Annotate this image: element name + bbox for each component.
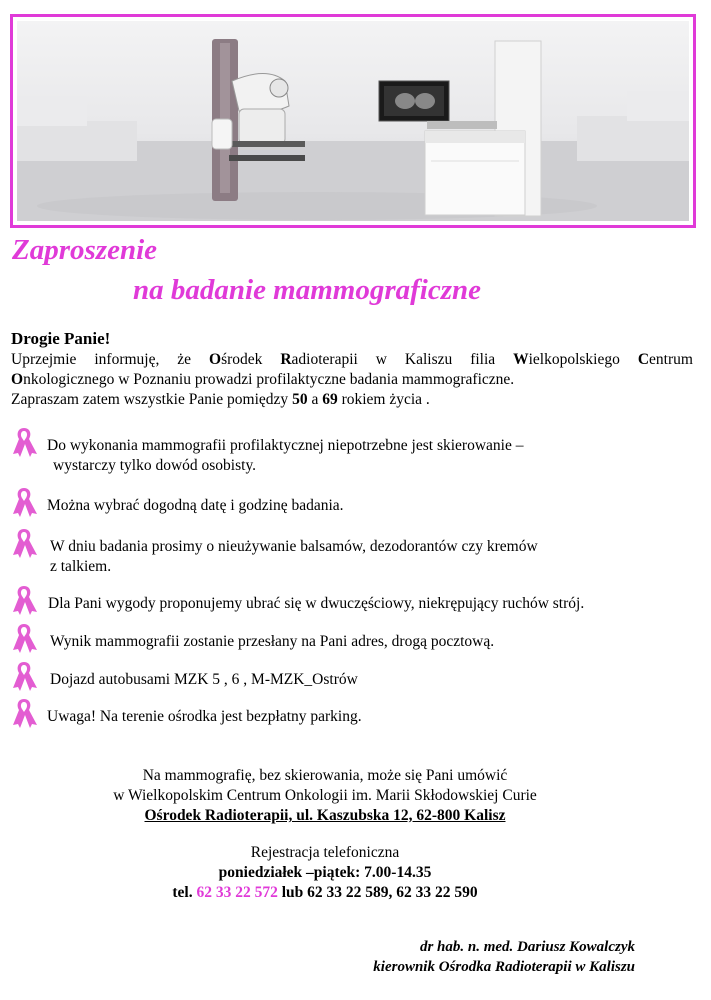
pink-ribbon-icon	[10, 697, 38, 729]
intro-line-2: Onkologicznego w Poznaniu prowadzi profilaktyczne badania mammograficzne.	[11, 371, 515, 388]
age-from: 50	[292, 391, 308, 408]
bold-c-word: Centrum	[637, 351, 693, 368]
pink-ribbon-icon	[10, 622, 38, 654]
bold-w-word: Wielkopolskiego	[513, 351, 620, 368]
appointment-info	[0, 766, 650, 826]
signature	[373, 937, 635, 977]
registration-info	[0, 843, 650, 903]
mammography-equipment-image	[17, 21, 689, 221]
pink-ribbon-icon	[10, 660, 38, 692]
intro-paragraph	[11, 350, 693, 410]
other-phone-numbers[interactable]: 62 33 22 589, 62 33 22 590	[307, 884, 478, 901]
intro-line-1: Uprzejmie informuję, że Ośrodek Radioterapii w Kaliszu filia Wielkopolskiego Centrum	[11, 351, 693, 368]
intro-line-3: Zapraszam zatem wszystkie Panie pomiędzy 50 a 69 rokiem życia .	[11, 391, 430, 408]
pink-ribbon-icon	[10, 527, 38, 559]
signature-name: dr hab. n. med. Dariusz Kowalczyk	[419, 939, 635, 955]
pink-ribbon-icon	[10, 584, 38, 616]
hero-image-frame	[10, 14, 696, 228]
opening-hours: poniedziałek –piątek: 7.00-14.35	[218, 864, 432, 881]
title-line-2: na badanie mammograficzne	[133, 274, 482, 306]
greeting: Drogie Panie!	[11, 329, 111, 348]
mammography-illustration	[17, 21, 689, 221]
title-line-1: Zaproszenie	[12, 234, 157, 266]
bold-r-word: Radioterapii	[280, 351, 358, 368]
main-phone-number[interactable]: 62 33 22 572	[196, 884, 278, 901]
pink-ribbon-icon	[10, 426, 38, 458]
registration-label: Rejestracja telefoniczna	[250, 844, 400, 861]
signature-role: kierownik Ośrodka Radioterapii w Kaliszu	[373, 959, 635, 975]
bold-o-word: Ośrodek	[209, 351, 263, 368]
pink-ribbon-icon	[10, 486, 38, 518]
age-to: 69	[322, 391, 338, 408]
address: Ośrodek Radioterapii, ul. Kaszubska 12, 62-800 Kalisz	[144, 807, 506, 824]
appointment-line-1: Na mammografię, bez skierowania, może się Pani umówić	[142, 767, 508, 784]
appointment-line-2: w Wielkopolskim Centrum Onkologii im. Marii Skłodowskiej Curie	[113, 787, 537, 804]
phone-numbers: tel. 62 33 22 572 lub 62 33 22 589, 62 33 22 590	[172, 884, 478, 901]
